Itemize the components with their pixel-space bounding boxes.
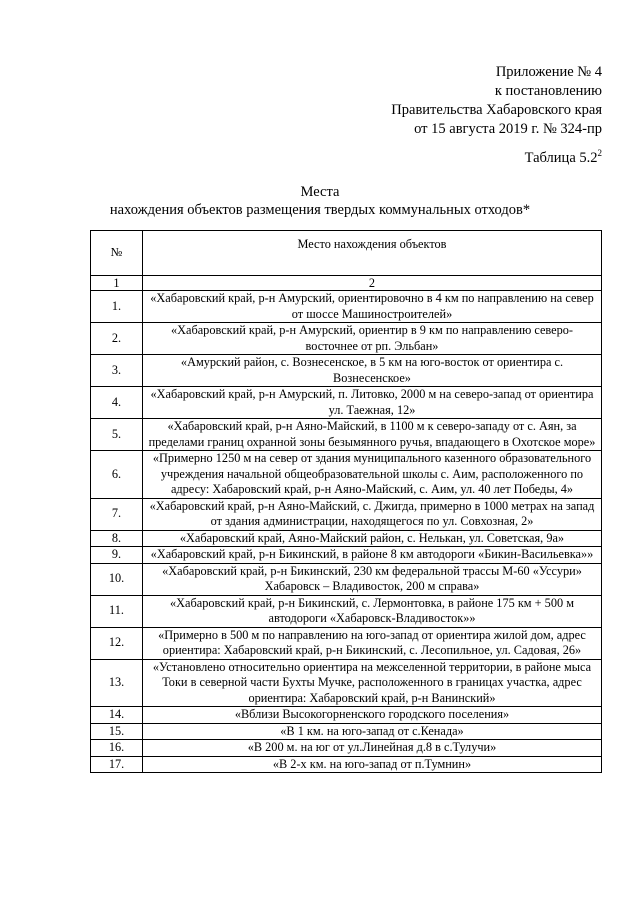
table-row xyxy=(91,659,602,707)
approval-line-4: от 15 августа 2019 г. № 324-пр xyxy=(414,121,602,137)
row-location: «Амурский район, с. Вознесенское, в 5 км на юго-восток от ориентира с. Вознесенское» xyxy=(143,355,602,387)
table-row xyxy=(91,451,602,499)
table-row xyxy=(91,547,602,564)
row-number: 10. xyxy=(91,563,143,595)
row-number: 6. xyxy=(91,451,143,499)
row-location: «Хабаровский край, р-н Аяно-Майский, с. Джигда, примерно в 1000 метрах на запад от здания администрации, находящегося по ул. Совхозная, 2» xyxy=(143,498,602,530)
approval-block xyxy=(391,63,602,139)
table-row xyxy=(91,740,602,757)
table-label-text: Таблица 5.2 xyxy=(524,150,598,166)
row-number: 5. xyxy=(91,419,143,451)
row-location: «Примерно в 500 м по направлению на юго-запад от ориентира жилой дом, адрес ориентира: Хабаровский край, р-н Бикинский, с. Лесопильное, ул. Садовая, 26» xyxy=(143,627,602,659)
table-row xyxy=(91,419,602,451)
table-index-row xyxy=(91,276,602,291)
row-location: «Хабаровский край, р-н Амурский, ориентир в 9 км по направлению северо-восточнее от рп. Эльбан» xyxy=(143,323,602,355)
row-location: «Вблизи Высокогорненского городского поселения» xyxy=(143,707,602,724)
table-row xyxy=(91,707,602,724)
row-location: «В 200 м. на юг от ул.Линейная д.8 в с.Тулучи» xyxy=(143,740,602,757)
index-cell-1: 1 xyxy=(91,276,143,291)
approval-line-3: Правительства Хабаровского края xyxy=(391,102,602,118)
row-number: 13. xyxy=(91,659,143,707)
table-body xyxy=(91,291,602,773)
row-location: «В 1 км. на юго-запад от с.Кенада» xyxy=(143,723,602,740)
table-row xyxy=(91,355,602,387)
row-number: 4. xyxy=(91,387,143,419)
row-number: 1. xyxy=(91,291,143,323)
index-cell-2: 2 xyxy=(143,276,602,291)
table-header-row xyxy=(91,231,602,276)
table-row xyxy=(91,756,602,773)
table-row xyxy=(91,723,602,740)
title-line-1: Места xyxy=(300,184,340,200)
row-location: «Установлено относительно ориентира на межселенной территории, в районе мыса Токи в северной части Бухты Мучке, расположенного в границах участка, адрес ориентира: Хабаровский край, р-н Ванинский» xyxy=(143,659,602,707)
table-row xyxy=(91,323,602,355)
table-row xyxy=(91,291,602,323)
row-number: 9. xyxy=(91,547,143,564)
table-label xyxy=(525,148,602,167)
title-line-2: нахождения объектов размещения твердых коммунальных отходов* xyxy=(109,202,531,218)
page-title xyxy=(0,183,640,219)
row-number: 17. xyxy=(91,756,143,773)
header-place: Место нахождения объектов xyxy=(143,231,602,276)
table-row xyxy=(91,627,602,659)
approval-line-1: Приложение № 4 xyxy=(495,64,602,80)
row-location: «Хабаровский край, р-н Аяно-Майский, в 1100 м к северо-западу от с. Аян, за пределами границ охранной зоны безымянного ручья, впадающего в Охотское море» xyxy=(143,419,602,451)
row-location: «Хабаровский край, р-н Бикинский, в районе 8 км автодороги «Бикин-Васильевка»» xyxy=(143,547,602,564)
approval-line-2: к постановлению xyxy=(494,83,602,99)
table-row xyxy=(91,595,602,627)
table-row xyxy=(91,563,602,595)
table-row xyxy=(91,530,602,547)
row-number: 7. xyxy=(91,498,143,530)
objects-table xyxy=(90,230,602,773)
row-number: 15. xyxy=(91,723,143,740)
row-number: 12. xyxy=(91,627,143,659)
table-row xyxy=(91,387,602,419)
row-location: «Хабаровский край, р-н Амурский, п. Литовко, 2000 м на северо-запад от ориентира ул. Таежная, 12» xyxy=(143,387,602,419)
row-location: «Хабаровский край, р-н Бикинский, с. Лермонтовка, в районе 175 км + 500 м автодороги «Хабаровск-Владивосток»» xyxy=(143,595,602,627)
row-number: 16. xyxy=(91,740,143,757)
row-location: «Хабаровский край, Аяно-Майский район, с. Нелькан, ул. Советская, 9а» xyxy=(143,530,602,547)
header-num: № xyxy=(91,231,143,276)
row-number: 3. xyxy=(91,355,143,387)
row-number: 2. xyxy=(91,323,143,355)
row-number: 14. xyxy=(91,707,143,724)
row-location: «Примерно 1250 м на север от здания муниципального казенного образовательного учреждения начальной общеобразовательной школы с. Аим, расположенного по адресу: Хабаровский край, р-н Аяно-Майский, с. Аим, ул. 40 лет Победы, 4» xyxy=(143,451,602,499)
row-location: «Хабаровский край, р-н Амурский, ориентировочно в 4 км по направлению на север от шоссе Машиностроителей» xyxy=(143,291,602,323)
row-location: «Хабаровский край, р-н Бикинский, 230 км федеральной трассы М-60 «Уссури» Хабаровск – Владивосток, 200 м справа» xyxy=(143,563,602,595)
row-number: 8. xyxy=(91,530,143,547)
table-label-sup: 2 xyxy=(597,148,602,158)
row-number: 11. xyxy=(91,595,143,627)
row-location: «В 2-х км. на юго-запад от п.Тумнин» xyxy=(143,756,602,773)
table-row xyxy=(91,498,602,530)
